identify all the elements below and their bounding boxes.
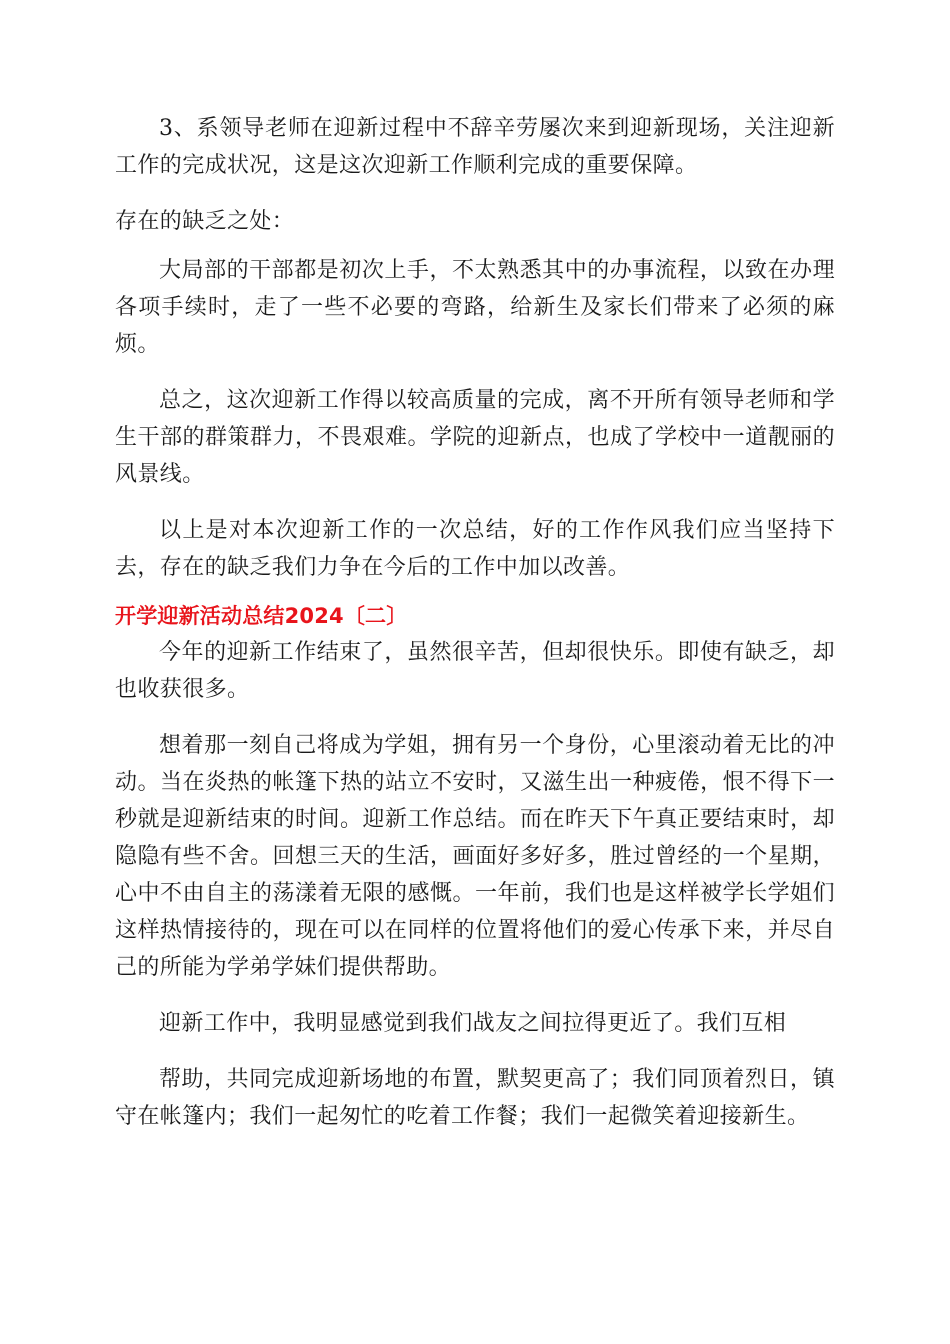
paragraph-conclusion: 总之，这次迎新工作得以较高质量的完成，离不开所有领导老师和学生干部的群策群力，不畏艰难。学院的迎新点，也成了学校中一道靓丽的风景线。 <box>115 388 835 487</box>
document-body <box>115 110 835 1154</box>
paragraph-intro: 今年的迎新工作结束了，虽然很辛苦，但却很快乐。即使有缺乏，却也收获很多。 <box>115 640 835 702</box>
paragraph-shortcomings: 大局部的干部都是初次上手，不太熟悉其中的办事流程，以致在办理各项手续时，走了一些不必要的弯路，给新生及家长们带来了必须的麻烦。 <box>115 258 835 357</box>
paragraph-shortcomings-label: 存在的缺乏之处： <box>115 209 295 234</box>
paragraph-feelings: 想着那一刻自己将成为学姐，拥有另一个身份，心里滚动着无比的冲动。当在炎热的帐篷下热的站立不安时，又滋生出一种疲倦，恨不得下一秒就是迎新结束的时间。迎新工作总结。而在昨天下午真正要结束时，却隐隐有些不舍。回想三天的生活，画面好多好多，胜过曾经的一个星期，心中不由自主的荡漾着无限的感慨。一年前，我们也是这样被学长学姐们这样热情接待的，现在可以在同样的位置将他们的爱心传承下来，并尽自己的所能为学弟学妹们提供帮助。 <box>115 733 835 980</box>
paragraph-teamwork: 迎新工作中，我明显感觉到我们战友之间拉得更近了。我们互相 <box>159 1011 787 1036</box>
paragraph-cooperation: 帮助，共同完成迎新场地的布置，默契更高了；我们同顶着烈日，镇守在帐篷内；我们一起匆忙的吃着工作餐；我们一起微笑着迎接新生。 <box>115 1067 835 1129</box>
section-heading: 开学迎新活动总结2024〔二〕 <box>115 604 408 628</box>
paragraph-summary: 以上是对本次迎新工作的一次总结，好的工作作风我们应当坚持下去，存在的缺乏我们力争在今后的工作中加以改善。 <box>115 518 835 580</box>
paragraph-leader-support: 3、系领导老师在迎新过程中不辞辛劳屡次来到迎新现场，关注迎新工作的完成状况，这是这次迎新工作顺利完成的重要保障。 <box>115 116 835 178</box>
